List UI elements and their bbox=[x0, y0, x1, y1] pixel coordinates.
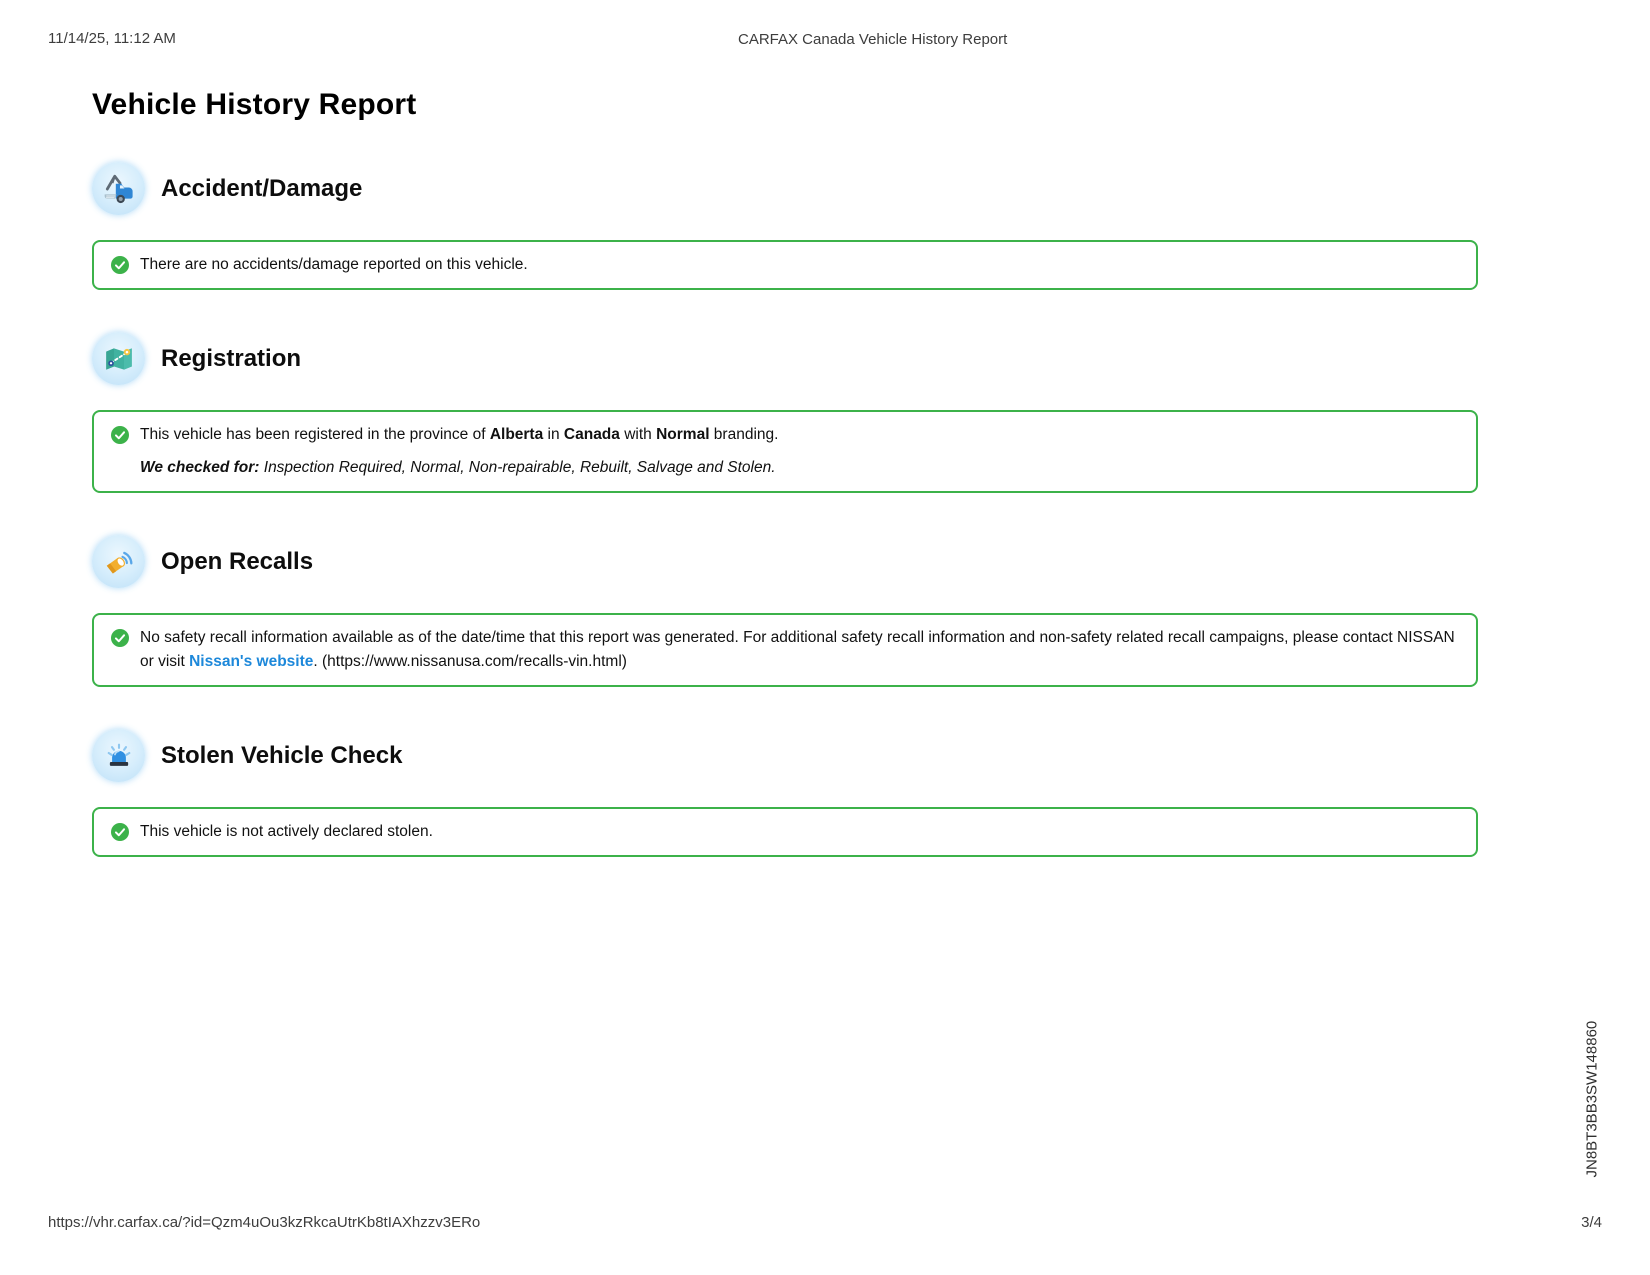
registration-status-message bbox=[140, 423, 778, 480]
megaphone-icon bbox=[92, 535, 145, 588]
recalls-status-box bbox=[92, 613, 1478, 687]
stolen-message-text: This vehicle is not actively declared stolen. bbox=[140, 823, 433, 840]
success-check-icon bbox=[111, 629, 129, 647]
nissan-website-link[interactable]: Nissan's website bbox=[189, 653, 314, 670]
report-page bbox=[92, 88, 1478, 899]
section-open-recalls-header bbox=[92, 535, 1478, 588]
success-check-icon bbox=[111, 256, 129, 274]
registration-status-box bbox=[92, 410, 1478, 493]
tow-truck-icon bbox=[92, 162, 145, 215]
section-title-open-recalls: Open Recalls bbox=[161, 547, 314, 575]
success-check-icon bbox=[111, 823, 129, 841]
print-header-title: CARFAX Canada Vehicle History Report bbox=[738, 31, 1008, 48]
accident-status-box bbox=[92, 240, 1478, 290]
section-registration-header bbox=[92, 332, 1478, 385]
print-page-number: 3/4 bbox=[1581, 1214, 1602, 1231]
accident-message-text: There are no accidents/damage reported on this vehicle. bbox=[140, 256, 528, 273]
print-datetime: 11/14/25, 11:12 AM bbox=[48, 30, 176, 47]
section-stolen-vehicle-header bbox=[92, 729, 1478, 782]
recalls-status-message bbox=[140, 626, 1459, 674]
stolen-status-message bbox=[140, 820, 433, 844]
stolen-status-box bbox=[92, 807, 1478, 857]
success-check-icon bbox=[111, 426, 129, 444]
recalls-message-text: No safety recall information available as of the date/time that this report was generated. For additional safety recall information and non-safety related recall campaigns, please contact NISSAN or visit Nissan's website. (https://www.nissanusa.com/recalls-vin.html) bbox=[140, 629, 1455, 670]
registration-branding-line: This vehicle has been registered in the province of Alberta in Canada with Normal branding. bbox=[140, 426, 779, 443]
siren-icon bbox=[92, 729, 145, 782]
print-footer-url: https://vhr.carfax.ca/?id=Qzm4uOu3kzRkcaUtrKb8tIAXhzzv3ERo bbox=[48, 1214, 481, 1231]
section-title-stolen-vehicle: Stolen Vehicle Check bbox=[161, 741, 403, 769]
map-route-icon bbox=[92, 332, 145, 385]
section-title-registration: Registration bbox=[161, 344, 302, 372]
section-title-accident-damage: Accident/Damage bbox=[161, 174, 363, 202]
registration-checked-for-line: We checked for: Inspection Required, Normal, Non-repairable, Rebuilt, Salvage and Stolen. bbox=[140, 459, 776, 476]
vin-sidebar-text: JN8BT3BB3SW148860 bbox=[1583, 1020, 1601, 1178]
accident-status-message bbox=[140, 253, 528, 277]
section-accident-damage-header bbox=[92, 162, 1478, 215]
page-title: Vehicle History Report bbox=[92, 88, 417, 121]
